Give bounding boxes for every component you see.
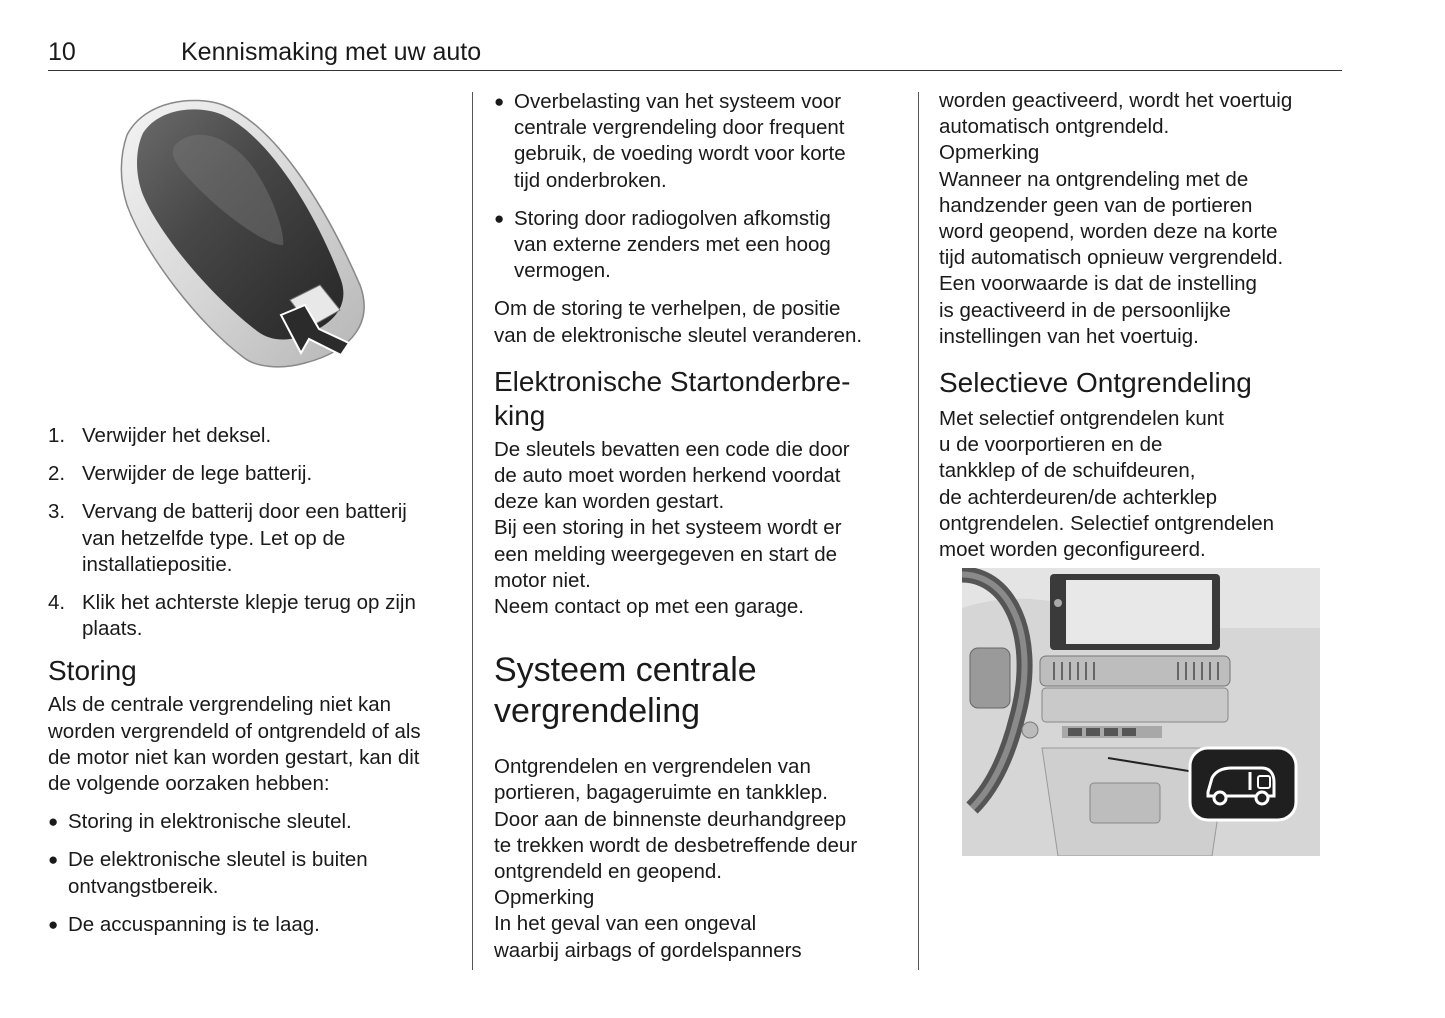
paragraph-line: de achterdeuren/de achterklep — [939, 485, 1218, 509]
paragraph-line: De sleutels bevatten een code die door — [494, 437, 850, 461]
page-header — [48, 38, 1342, 71]
column-divider-2 — [918, 92, 919, 970]
paragraph-line: Neem contact op met een garage. — [494, 595, 804, 619]
section-heading-immobiliser — [494, 365, 904, 433]
step-text: plaats. — [82, 617, 143, 641]
step-item — [48, 461, 458, 487]
note-label: Opmerking — [939, 141, 1040, 165]
step-number: 3. — [48, 500, 66, 524]
bullet-text: vermogen. — [514, 259, 611, 283]
paragraph-line: is geactiveerd in de persoonlijke — [939, 298, 1231, 322]
key-fob-illustration — [105, 95, 375, 375]
bullet-item — [494, 89, 904, 194]
column-divider-1 — [472, 92, 473, 970]
bullet-text: tijd onderbroken. — [514, 168, 667, 192]
dashboard-illustration — [962, 568, 1320, 856]
bullet-text: centrale vergrendeling door frequent — [514, 116, 845, 140]
section-heading-selective-unlock: Selectieve Ontgrendeling — [939, 367, 1252, 399]
bullet-text: van externe zenders met een hoog — [514, 233, 831, 257]
paragraph-line: deze kan worden gestart. — [494, 490, 725, 514]
paragraph-line: In het geval van een ongeval — [494, 912, 757, 936]
step-number: 2. — [48, 462, 66, 486]
paragraph-line: Ontgrendelen en vergrendelen van — [494, 755, 811, 779]
bullet-item — [48, 809, 458, 835]
step-text: Vervang de batterij door een batterij — [82, 500, 407, 524]
paragraph-line: Door aan de binnenste deurhandgreep — [494, 807, 847, 831]
heading-line: Systeem centrale — [494, 651, 757, 690]
paragraph-line: Een voorwaarde is dat de instelling — [939, 272, 1257, 296]
paragraph-line: u de voorportieren en de — [939, 433, 1163, 457]
bullet-text: gebruik, de voeding wordt voor korte — [514, 142, 846, 166]
step-text: installatiepositie. — [82, 552, 233, 576]
paragraph-line: Om de storing te verhelpen, de positie — [494, 297, 841, 321]
step-text: van hetzelfde type. Let op de — [82, 526, 346, 550]
step-item — [48, 499, 458, 578]
bullet-text: ● De elektronische sleutel is buiten — [68, 848, 368, 872]
step-item — [48, 590, 458, 642]
paragraph-line: ontgrendelen. Selectief ontgrendelen — [939, 511, 1275, 535]
paragraph-line: de volgende oorzaken hebben: — [48, 772, 330, 796]
column-left — [48, 423, 458, 938]
bullet-text: ontvangstbereik. — [68, 874, 219, 898]
bullet-text: ● Storing in elektronische sleutel. — [68, 810, 352, 834]
column-right — [939, 88, 1339, 563]
paragraph-line: te trekken wordt de desbetreffende deur — [494, 833, 858, 857]
bullet-text: ● Storing door radiogolven afkomstig — [514, 206, 831, 230]
paragraph-line: Wanneer na ontgrendeling met de — [939, 167, 1249, 191]
paragraph-line: word geopend, worden deze na korte — [939, 220, 1278, 244]
section-heading-storing: Storing — [48, 655, 137, 687]
paragraph-line: motor niet. — [494, 568, 591, 592]
paragraph-line: portieren, bagageruimte en tankklep. — [494, 781, 828, 805]
section-heading-central-locking — [494, 650, 904, 732]
paragraph-line: worden vergrendeld of ontgrendeld of als — [48, 719, 421, 743]
column-middle — [494, 89, 904, 964]
paragraph-line: de auto moet worden herkend voordat — [494, 464, 841, 488]
paragraph-line: Bij een storing in het systeem wordt er — [494, 516, 842, 540]
note-label: Opmerking — [494, 886, 595, 910]
paragraph-line: Met selectief ontgrendelen kunt — [939, 407, 1224, 431]
step-text: Verwijder het deksel. — [82, 424, 272, 447]
heading-line: vergrendeling — [494, 692, 701, 731]
step-number: 1. — [48, 424, 66, 447]
bullet-item — [48, 847, 458, 899]
bullet-text: ● Overbelasting van het systeem voor — [514, 90, 842, 113]
step-number: 4. — [48, 591, 66, 615]
paragraph-line: tankklep of de schuifdeuren, — [939, 459, 1196, 483]
paragraph-line: een melding weergegeven en start de — [494, 542, 838, 566]
paragraph-line: tijd automatisch opnieuw vergrendeld. — [939, 246, 1284, 270]
heading-line: Elektronische Startonderbre- — [494, 365, 851, 397]
paragraph-line: de motor niet kan worden gestart, kan dit — [48, 745, 420, 769]
paragraph-line: worden geactiveerd, wordt het voertuig — [939, 89, 1293, 112]
paragraph-line: ontgrendeld en geopend. — [494, 860, 722, 884]
paragraph-line: automatisch ontgrendeld. — [939, 115, 1170, 139]
step-item — [48, 423, 458, 449]
paragraph-line: handzender geen van de portieren — [939, 193, 1253, 217]
page-number: 10 — [48, 38, 76, 66]
bullet-text: ● De accuspanning is te laag. — [68, 912, 320, 936]
paragraph-line: van de elektronische sleutel veranderen. — [494, 323, 863, 347]
bullet-item — [494, 206, 904, 285]
paragraph-line: Als de centrale vergrendeling niet kan — [48, 693, 392, 717]
chapter-title: Kennismaking met uw auto — [181, 38, 482, 66]
paragraph-line: moet worden geconfigureerd. — [939, 538, 1206, 562]
bullet-item — [48, 912, 458, 938]
paragraph-line: instellingen van het voertuig. — [939, 324, 1199, 348]
step-text: Verwijder de lege batterij. — [82, 462, 313, 486]
heading-line: king — [494, 399, 546, 431]
step-text: Klik het achterste klepje terug op zijn — [82, 591, 416, 615]
paragraph-line: waarbij airbags of gordelspanners — [494, 938, 802, 962]
